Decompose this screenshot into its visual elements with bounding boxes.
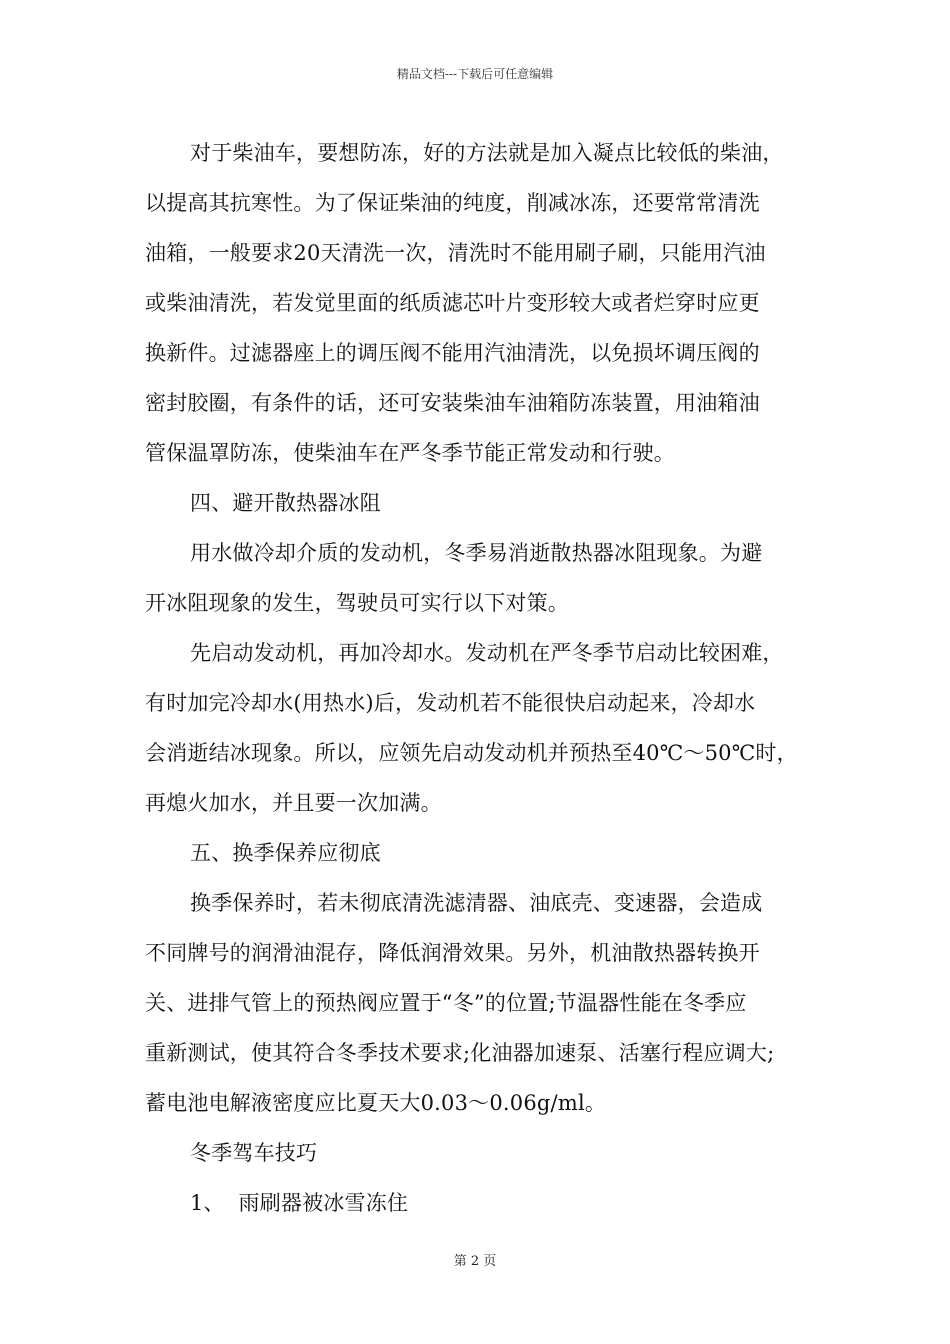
text-line: 密封胶圈，有条件的话，还可安装柴油车油箱防冻装置，用油箱油 (145, 391, 760, 415)
text-line: 油箱，一般要求20天清洗一次，清洗时不能用刷子刷，只能用汽油 (145, 241, 766, 265)
text-line: 开冰阻现象的发生，驾驶员可实行以下对策。 (145, 591, 569, 615)
page-header: 精品文档---下载后可任意编辑 (396, 67, 554, 81)
paragraph-maintenance (145, 878, 815, 1128)
text-line: 重新测试，使其符合冬季技术要求;化油器加速泵、活塞行程应调大; (145, 1041, 775, 1065)
text-line: 再熄火加水，并且要一次加满。 (145, 791, 442, 815)
section-heading-maintenance (145, 828, 815, 878)
paragraph-radiator-intro (145, 528, 815, 628)
text-line: 关、进排气管上的预热阀应置于“冬”的位置;节温器性能在冬季应 (145, 991, 747, 1015)
text-line: 会消逝结冰现象。所以，应领先启动发动机并预热至40℃～50℃时， (145, 741, 798, 765)
paragraph-diesel-antifreeze (145, 128, 815, 478)
list-item-wiper-frozen (145, 1178, 815, 1228)
heading-text: 四、避开散热器冰阻 (190, 491, 381, 515)
section-heading-radiator (145, 478, 815, 528)
text-line: 有时加完冷却水(用热水)后，发动机若不能很快启动起来，冷却水 (145, 691, 756, 715)
text-line: 以提高其抗寒性。为了保证柴油的纯度，削减冰冻，还要常常清洗 (145, 191, 760, 215)
heading-text: 1、 雨刷器被冰雪冻住 (190, 1191, 409, 1215)
text-line: 管保温罩防冻，使柴油车在严冬季节能正常发动和行驶。 (145, 441, 675, 465)
page-number: 第 2 页 (453, 1254, 497, 1269)
text-line: 用水做冷却介质的发动机，冬季易消逝散热器冰阻现象。为避 (190, 541, 763, 565)
text-line: 先启动发动机，再加冷却水。发动机在严冬季节启动比较困难， (190, 641, 784, 665)
text-line: 蓄电池电解液密度应比夏天大0.03～0.06g/ml。 (145, 1091, 607, 1115)
text-line: 换季保养时，若未彻底清洗滤清器、油底壳、变速器，会造成 (190, 891, 763, 915)
text-line: 或柴油清洗，若发觉里面的纸质滤芯叶片变形较大或者烂穿时应更 (145, 291, 760, 315)
paragraph-start-engine-first (145, 628, 815, 828)
section-heading-winter-driving (145, 1128, 815, 1178)
heading-text: 冬季驾车技巧 (190, 1141, 318, 1165)
text-line: 换新件。过滤器座上的调压阀不能用汽油清洗，以免损坏调压阀的 (145, 341, 760, 365)
heading-text: 五、换季保养应彻底 (190, 841, 381, 865)
text-line: 不同牌号的润滑油混存，降低润滑效果。另外，机油散热器转换开 (145, 941, 760, 965)
document-body (145, 128, 815, 1228)
text-line: 对于柴油车，要想防冻，好的方法就是加入凝点比较低的柴油， (190, 141, 784, 165)
